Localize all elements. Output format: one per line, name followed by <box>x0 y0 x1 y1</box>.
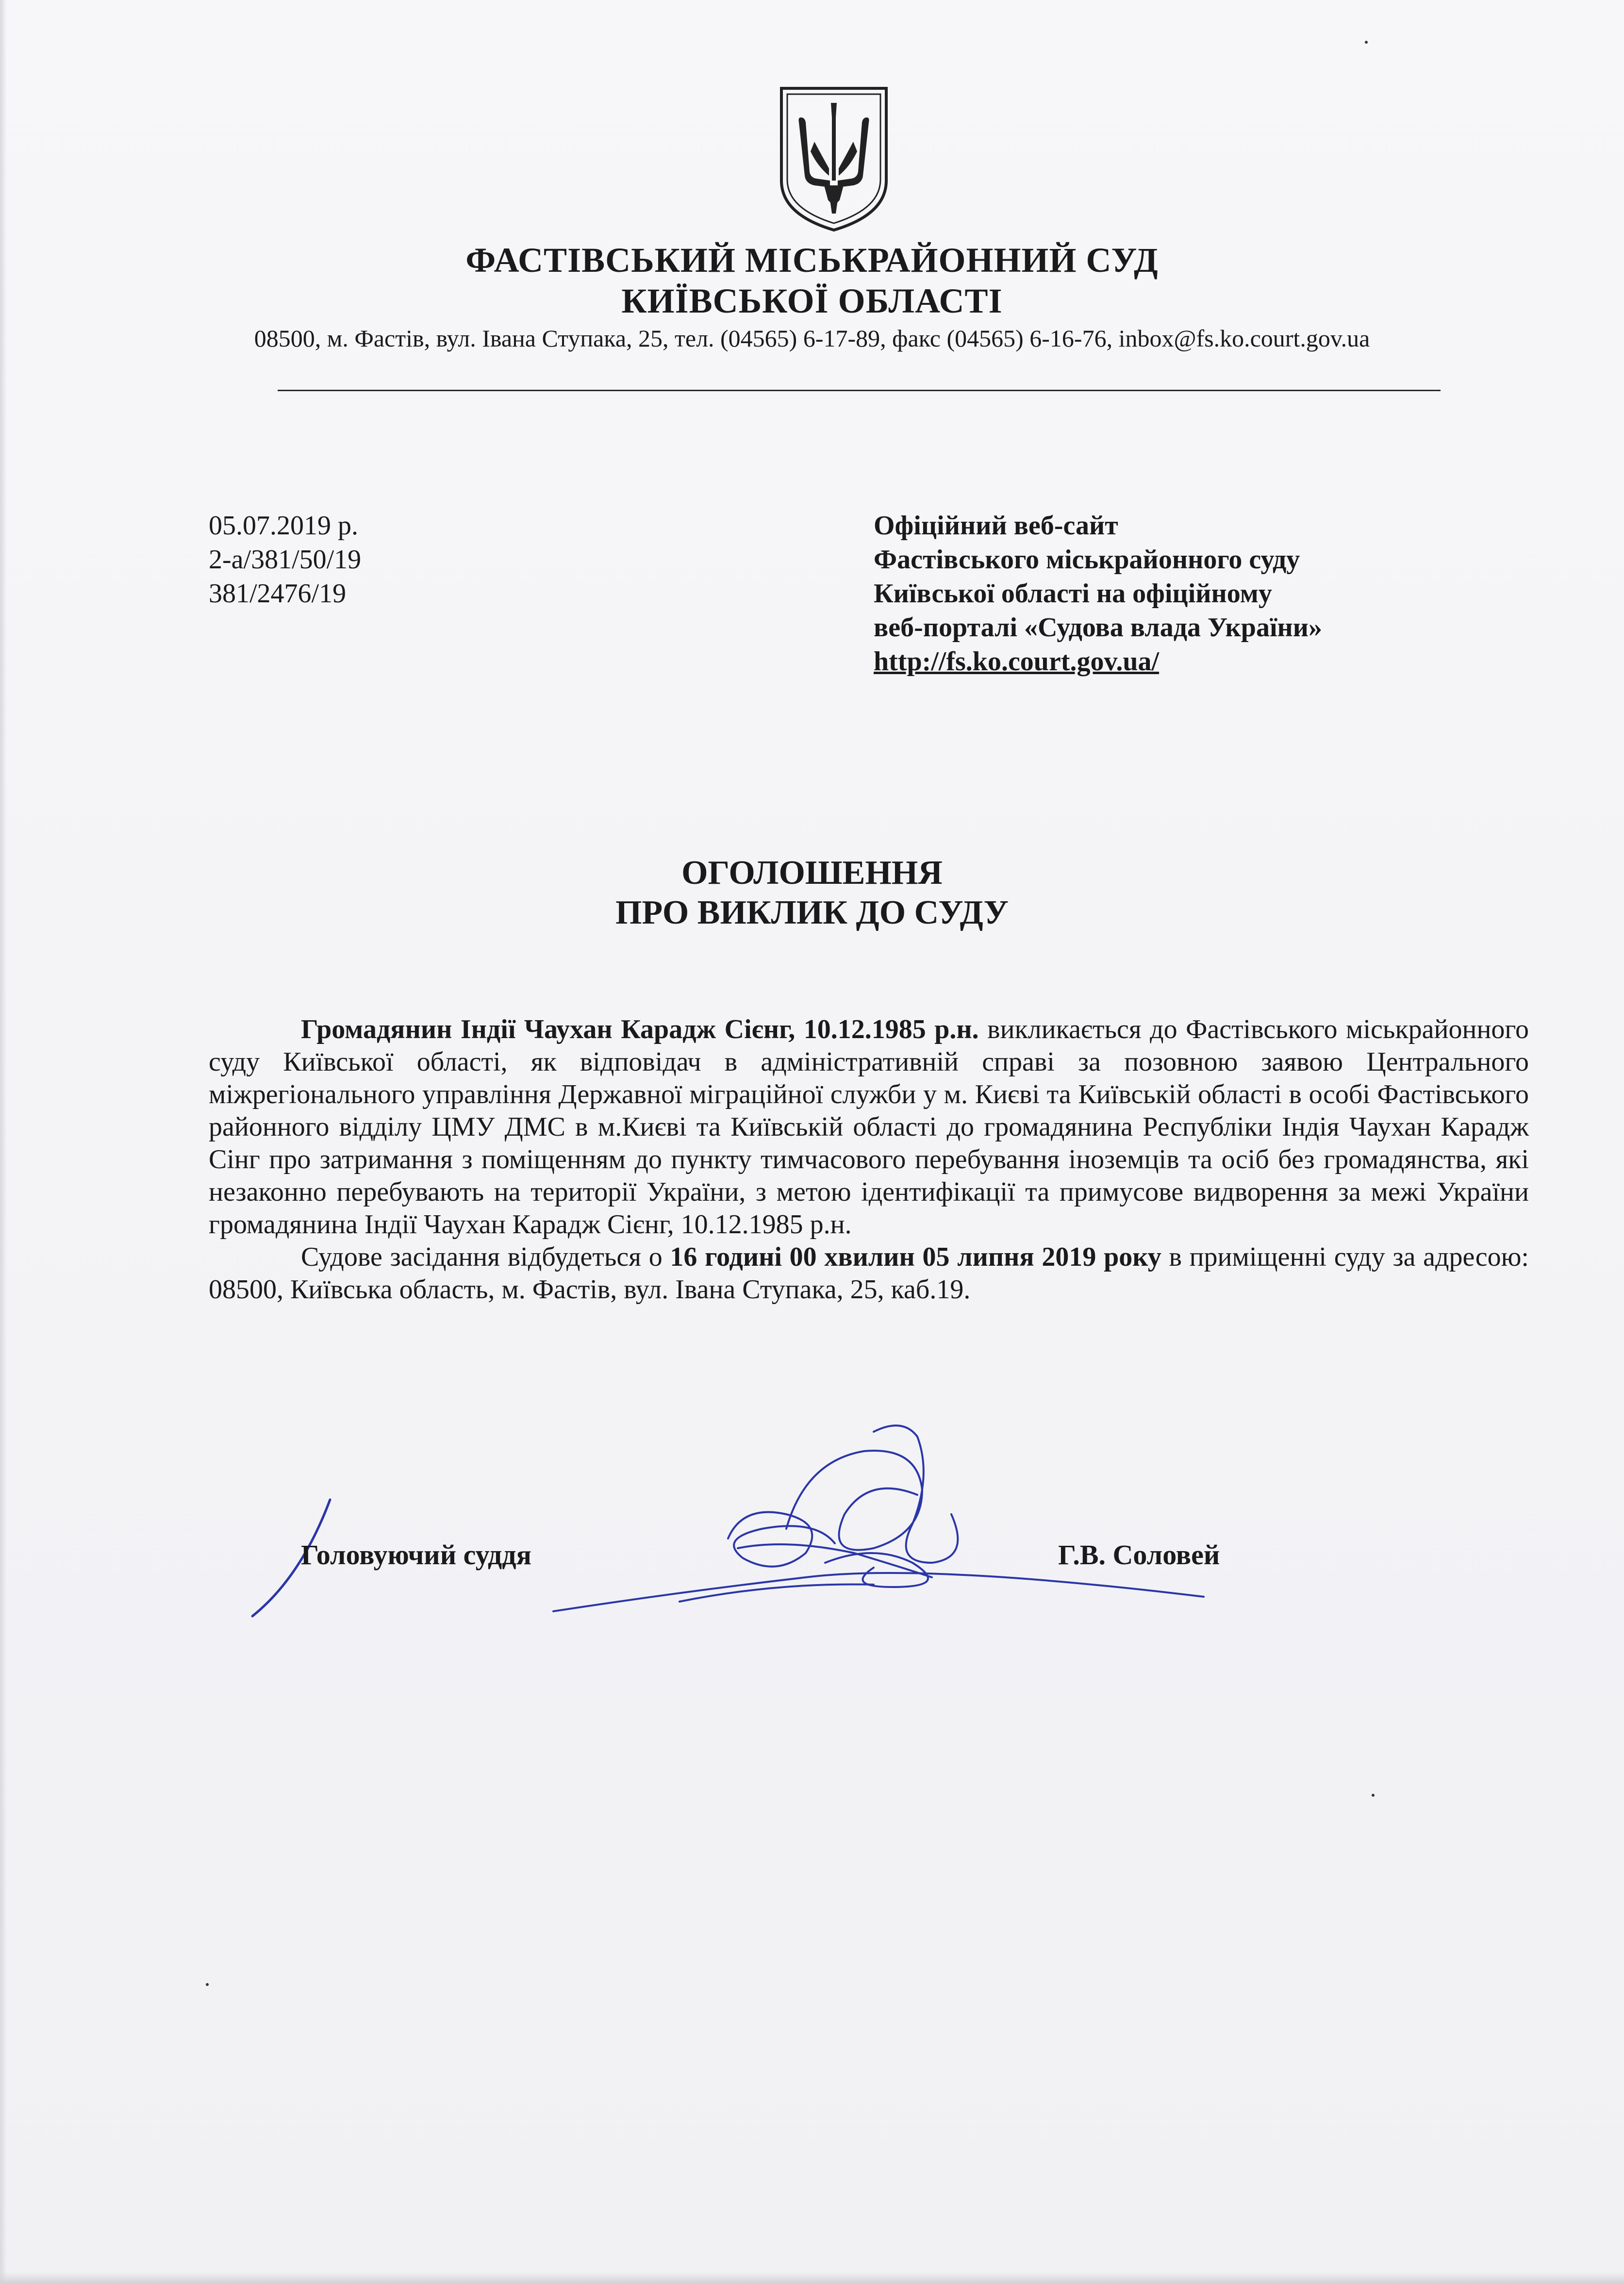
notice-subtitle: ПРО ВИКЛИК ДО СУДУ <box>615 894 1009 931</box>
scan-speck <box>1365 41 1368 44</box>
summons-details: викликається до Фастівського міськрайонного суду Київської області, як відповідач в адміністративній справі за позовною заявою Центрального міжрегіонального управління Державної міграційної служби у м. Києві та Київській області в особі Фастівського районного відділу ЦМУ ДМС в м.Києві та Київській області до громадянина Республіки Індія Чаухан Карадж Сінг про затримання з поміщенням до пункту тимчасового перебування іноземців та осіб без громадянства, які незаконно перебувають на території України, з метою ідентифікації та примусове видворення за межі України громадянина Індії Чаухан Карадж Сієнг, 10.12.1985 р.н. <box>209 1014 1529 1240</box>
scan-edge-bottom <box>0 2272 1624 2283</box>
hearing-location: в приміщенні суду за адресою: 08500, Київська область, м. Фастів, вул. Івана Ступака, 25, каб.19. <box>209 1242 1529 1305</box>
scan-speck <box>206 1983 209 1986</box>
recipient-website-link[interactable]: http://fs.ko.court.gov.ua/ <box>874 646 1160 677</box>
court-name-line1: ФАСТІВСЬКИЙ МІСЬКРАЙОННИЙ СУД <box>465 241 1159 280</box>
notice-title: ОГОЛОШЕННЯ <box>681 854 943 892</box>
recipient-block <box>874 509 1322 678</box>
case-number-2: 381/2476/19 <box>209 579 347 609</box>
recipient-line4: веб-порталі «Судова влада України» <box>874 612 1323 643</box>
case-number-1: 2-а/381/50/19 <box>209 545 362 575</box>
trident-coat-of-arms-icon <box>776 83 892 234</box>
document-date: 05.07.2019 р. <box>209 511 358 541</box>
defendant-name: Громадянин Індії Чаухан Карадж Сієнг, 10.12.1985 р.н. <box>301 1014 979 1044</box>
court-address: 08500, м. Фастів, вул. Івана Ступака, 25, тел. (04565) 6-17-89, факс (04565) 6-16-76, inbox@fs.ko.court.gov.ua <box>254 325 1370 352</box>
header-divider <box>278 390 1441 391</box>
signature-role: Головуючий суддя <box>301 1539 532 1571</box>
judge-name: Г.В. Соловей <box>1058 1539 1220 1571</box>
hearing-intro: Судове засідання відбудеться о <box>301 1242 670 1272</box>
hearing-datetime: 16 годині 00 хвилин 05 липня 2019 року <box>670 1242 1161 1272</box>
document-meta <box>209 509 361 611</box>
paragraph-hearing <box>209 1241 1529 1306</box>
recipient-line1: Офіційний веб-сайт <box>874 511 1118 541</box>
recipient-line3: Київської області на офіційному <box>874 579 1272 609</box>
scan-speck <box>1372 1794 1375 1797</box>
notice-body <box>209 1013 1529 1306</box>
paragraph-summons <box>209 1013 1529 1241</box>
court-name-line2: КИЇВСЬКОЇ ОБЛАСТІ <box>621 281 1003 320</box>
recipient-line2: Фастівського міськрайонного суду <box>874 545 1300 575</box>
handwritten-signature <box>534 1417 1223 1621</box>
